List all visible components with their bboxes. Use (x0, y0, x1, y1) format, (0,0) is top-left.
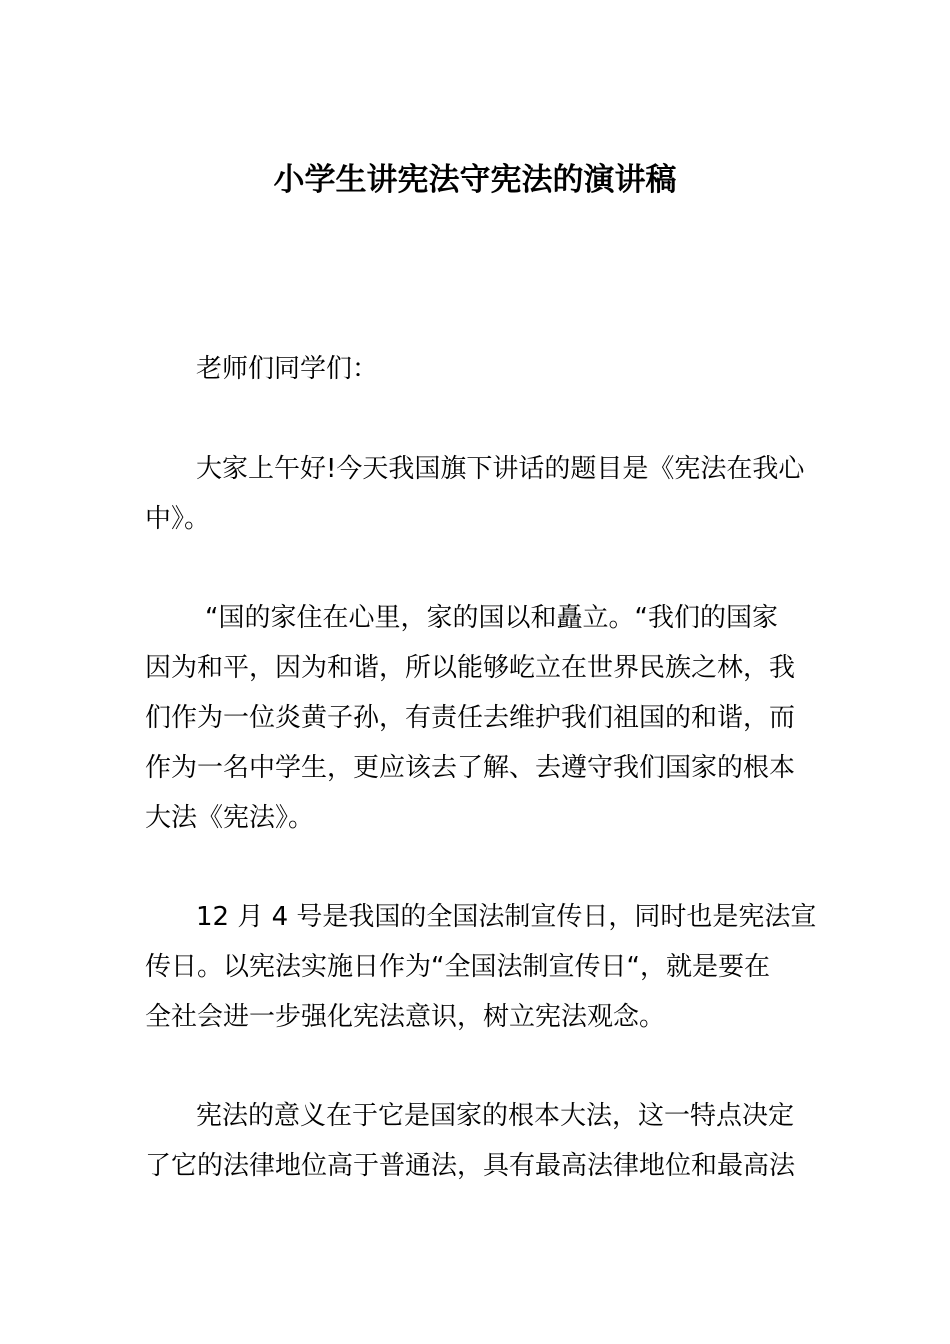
paragraph-line: 中》。 (145, 504, 211, 534)
paragraph-line: 老师们同学们： (196, 354, 379, 384)
paragraph-opening (145, 444, 810, 544)
paragraph-law-day (145, 892, 817, 1042)
paragraph-greeting (145, 344, 810, 394)
paragraph-line: 因为和平，因为和谐，所以能够屹立在世界民族之林，我 (145, 653, 796, 683)
paragraph-line: 作为一名中学生，更应该去了解、去遵守我们国家的根本 (145, 753, 796, 783)
document-title: 小学生讲宪法守宪法的演讲稿 (273, 162, 677, 198)
paragraph-line: 传日。以宪法实施日作为“全国法制宣传日“，就是要在 (145, 952, 770, 982)
paragraph-line: 全社会进一步强化宪法意识，树立宪法观念。 (145, 1002, 666, 1032)
paragraph-line: “国的家住在心里，家的国以和矗立。“我们的国家 (205, 603, 778, 633)
paragraph-line: 12 月 4 号是我国的全国法制宣传日，同时也是宪法宣 (196, 902, 817, 932)
paragraph-line: 们作为一位炎黄子孙，有责任去维护我们祖国的和谐，而 (145, 703, 796, 733)
paragraph-line: 宪法的意义在于它是国家的根本大法，这一特点决定 (196, 1101, 795, 1131)
paragraph-line: 大家上午好!今天我国旗下讲话的题目是《宪法在我心 (196, 454, 805, 484)
paragraph-constitution-meaning (145, 1091, 810, 1191)
paragraph-line: 了它的法律地位高于普通法，具有最高法律地位和最高法 (145, 1151, 796, 1181)
paragraph-country (145, 593, 810, 843)
paragraph-line: 大法《宪法》。 (145, 803, 315, 833)
